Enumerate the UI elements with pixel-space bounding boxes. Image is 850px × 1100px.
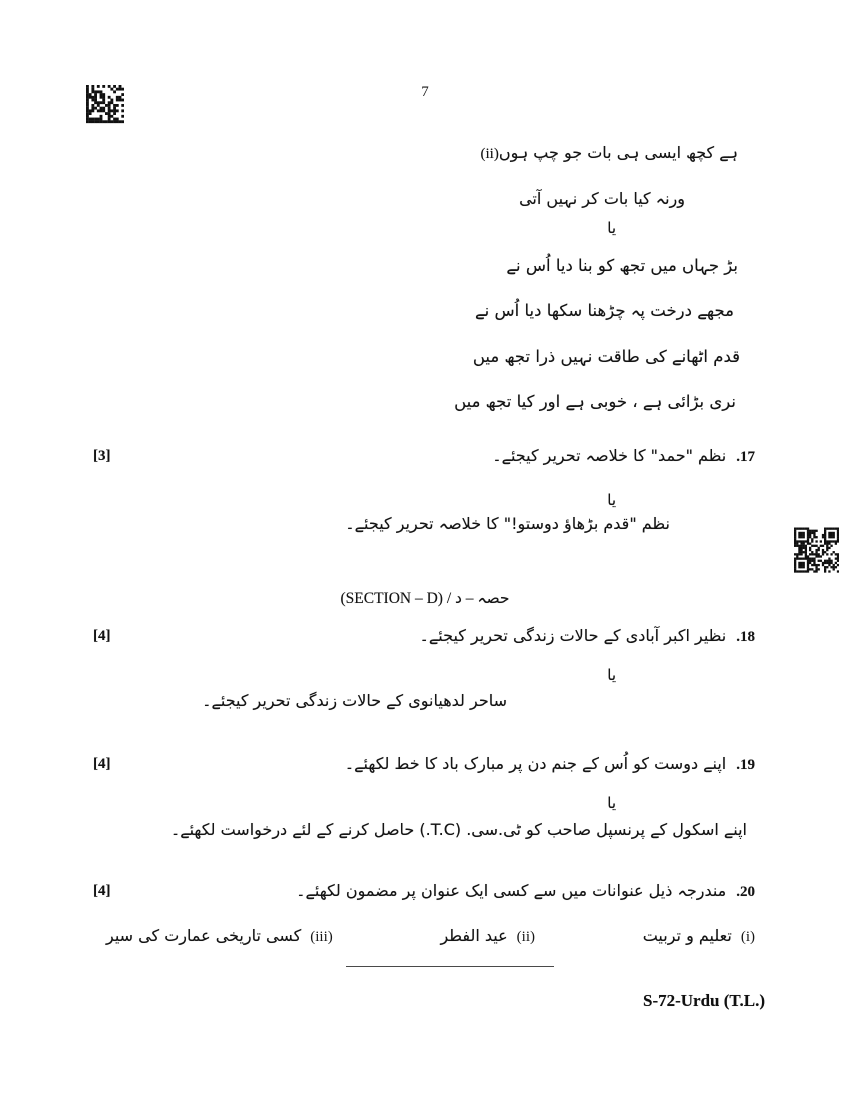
poem-line: بڑ جہاں میں تجھ کو بنا دیا اُس نے [506, 256, 738, 275]
question-19-alt: اپنے اسکول کے پرنسپل صاحب کو ٹی.سی. (T.C.) حاصل کرنے کے لئے درخواست لکھئے۔ [170, 820, 747, 839]
end-divider [346, 966, 554, 967]
option-iii-number: (iii) [310, 929, 333, 945]
or-separator: یا [607, 491, 616, 509]
or-separator: یا [607, 794, 616, 812]
option-i-text: تعلیم و تربیت [642, 926, 732, 945]
question-20 [296, 881, 755, 901]
marks-badge: [3] [93, 448, 111, 464]
marks-badge: [4] [93, 756, 111, 772]
question-18-alt: ساحر لدھیانوی کے حالات زندگی تحریر کیجئے۔ [202, 691, 507, 710]
poem-line: قدم اٹھانے کی طاقت نہیں ذرا تجھ میں [472, 347, 740, 366]
question-18 [420, 626, 755, 646]
qr-code-icon [794, 527, 839, 573]
option-ii-number: (ii) [516, 929, 536, 945]
passage-line-2: ورنہ کیا بات کر نہیں آتی [519, 189, 685, 208]
passage-line-1 [467, 143, 739, 163]
question-18-text: نظیر اکبر آبادی کے حالات زندگی تحریر کیجئے۔ [419, 626, 727, 645]
question-17-number: 17. [736, 449, 755, 465]
marks-badge: [4] [93, 628, 111, 644]
question-20-options [106, 926, 755, 946]
section-d-header: حصہ – د / (SECTION – D) [340, 590, 510, 607]
or-separator: یا [607, 219, 616, 237]
question-19-number: 19. [736, 757, 755, 773]
or-separator: یا [607, 666, 616, 684]
question-19 [345, 754, 755, 774]
question-17-text: نظم "حمد" کا خلاصہ تحریر کیجئے۔ [492, 446, 727, 465]
passage-marker: (ii) [480, 146, 499, 162]
poem-line: نری بڑائی ہے ، خوبی ہے اور کیا تجھ میں [454, 392, 736, 411]
question-20-text: مندرجہ ذیل عنوانات میں سے کسی ایک عنوان پر مضمون لکھئے۔ [296, 881, 727, 900]
marks-badge: [4] [93, 883, 111, 899]
paper-code-footer: S-72-Urdu (T.L.) [643, 991, 765, 1010]
question-19-text: اپنے دوست کو اُس کے جنم دن پر مبارک باد کا خط لکھئے۔ [344, 754, 727, 773]
question-17-alt: نظم "قدم بڑھاؤ دوستو!" کا خلاصہ تحریر کیجئے۔ [345, 514, 670, 533]
option-ii-text: عید الفطر [440, 926, 508, 945]
option-i [643, 926, 755, 946]
page-number: 7 [421, 84, 429, 100]
question-17 [492, 446, 755, 466]
question-18-number: 18. [736, 629, 755, 645]
option-ii [440, 926, 535, 946]
option-iii-text: کسی تاریخی عمارت کی سیر [106, 926, 302, 945]
passage-line-1-text: ہے کچھ ایسی ہی بات جو چپ ہوں [498, 143, 738, 162]
option-iii [106, 926, 333, 946]
option-i-number: (i) [740, 929, 755, 945]
question-20-number: 20. [736, 884, 755, 900]
poem-line: مجھے درخت پہ چڑھنا سکھا دیا اُس نے [475, 301, 734, 320]
